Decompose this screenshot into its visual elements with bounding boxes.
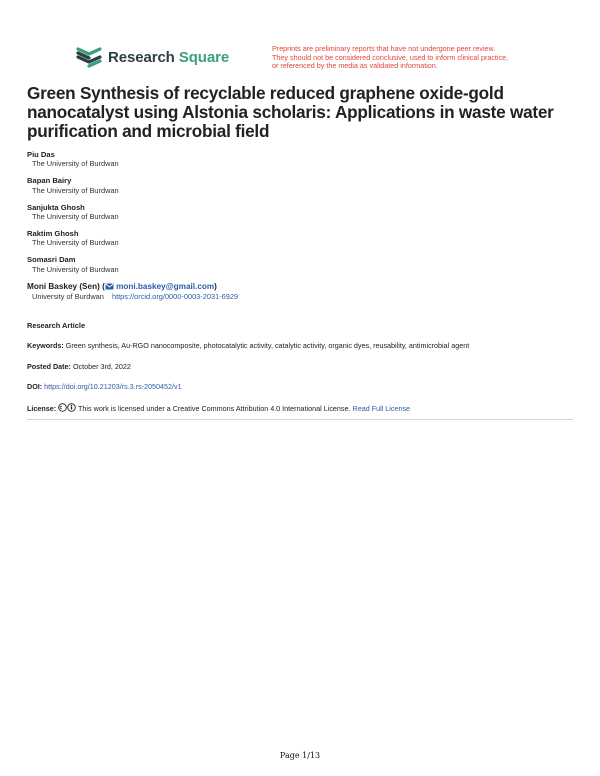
author-entry: [27, 176, 567, 195]
corresponding-author-entry: [27, 282, 567, 302]
paper-title: Green Synthesis of recyclable reduced graphene oxide-gold nanocatalyst using Alstonia scholaris: Applications in waste water purification and microbial field: [27, 83, 554, 141]
article-type: Research Article: [27, 321, 86, 330]
author-name: Piu Das: [27, 150, 55, 159]
license-label: License:: [27, 404, 57, 413]
author-entry: [27, 255, 567, 274]
author-name: Sanjukta Ghosh: [27, 202, 85, 212]
author-affiliation: The University of Burdwan: [32, 238, 119, 248]
keywords-value: Green synthesis, Au-RGO nanocomposite, photocatalytic activity, catalytic activity, organic dyes, reusability, antimicrobial agent: [65, 341, 470, 350]
author-name: Bapan Bairy: [27, 176, 72, 186]
author-entry: [27, 203, 567, 222]
read-full-license-link[interactable]: Read Full License: [352, 404, 411, 413]
corresponding-author-name: Moni Baskey (Sen) ( moni.baskey@gmail.com): [27, 281, 217, 291]
author-name: Moni Baskey (Sen): [27, 281, 100, 291]
doi-line: [27, 382, 567, 391]
posted-date-value: October 3rd, 2022: [72, 362, 131, 371]
author-entry: [27, 150, 567, 169]
license-line: [27, 403, 567, 413]
author-name: Raktim Ghosh: [27, 228, 79, 238]
corresponding-author-affiliation: [27, 292, 567, 301]
doi-link[interactable]: https://doi.org/10.21203/rs.3.rs-2050452/v1: [44, 382, 182, 391]
attribution-icon: [67, 403, 76, 412]
author-entry: [27, 229, 567, 248]
notice-line: They should not be considered conclusive, used to inform clinical practice,: [272, 52, 509, 62]
research-square-logo[interactable]: [76, 46, 229, 68]
author-affiliation: The University of Burdwan: [32, 159, 119, 169]
divider: [27, 419, 573, 420]
author-affiliation: The University of Burdwan: [32, 264, 119, 274]
author-email-link[interactable]: moni.baskey@gmail.com: [116, 281, 215, 291]
research-square-logo-icon: [76, 46, 102, 68]
logo-word-square: Square: [178, 48, 230, 66]
creative-commons-icon: [58, 403, 67, 412]
logo-text: [108, 49, 229, 66]
notice-line: or referenced by the media as validated information.: [272, 61, 438, 71]
envelope-icon: [105, 283, 114, 290]
keywords-line: [27, 341, 567, 350]
author-name: Somasri Dam: [27, 255, 76, 265]
doi-label: DOI:: [27, 382, 43, 391]
posted-date-label: Posted Date:: [27, 362, 71, 371]
author-list: [27, 150, 567, 309]
author-affiliation: The University of Burdwan: [32, 212, 119, 222]
orcid-link[interactable]: https://orcid.org/0000-0003-2031-6929: [111, 292, 239, 302]
logo-word-research: Research: [108, 48, 175, 66]
page-number: Page 1/13: [279, 751, 321, 760]
author-affiliation: University of Burdwan: [32, 292, 104, 302]
notice-line: Preprints are preliminary reports that have not undergone peer review.: [272, 44, 496, 53]
author-affiliation: The University of Burdwan: [32, 185, 119, 195]
preprint-notice: [272, 45, 562, 71]
posted-date-line: [27, 362, 567, 371]
license-text: This work is licensed under a Creative Commons Attribution 4.0 International License.: [78, 404, 351, 413]
keywords-label: Keywords:: [27, 341, 64, 350]
